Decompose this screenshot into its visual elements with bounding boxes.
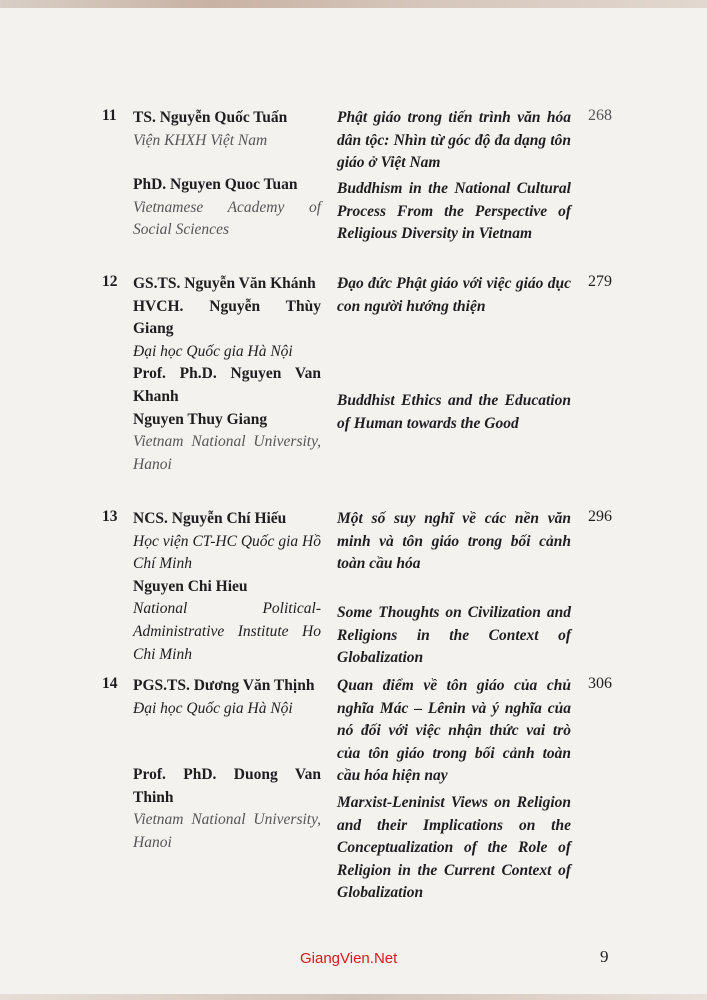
affiliation-vi: Học viện CT-HC Quốc gia Hồ Chí Minh <box>133 532 321 573</box>
page-reference: 268 <box>588 107 612 124</box>
page-reference: 306 <box>588 675 612 692</box>
author-vi: TS. Nguyễn Quốc Tuấn <box>133 109 288 126</box>
entry-number: 14 <box>102 675 118 692</box>
affiliation-vi: Viện KHXH Việt Nam <box>133 131 268 149</box>
title-vi: Phật giáo trong tiến trình văn hóa dân tộc: Nhìn từ góc độ đa dạng tôn giáo ở Việt Nam <box>337 109 571 172</box>
affiliation-vi: Đại học Quốc gia Hà Nội <box>133 699 293 717</box>
page-number: 9 <box>600 947 609 966</box>
entry-number: 13 <box>102 508 118 525</box>
watermark-site-link[interactable]: GiangVien.Net <box>300 950 398 967</box>
author-en: Prof. PhD. Duong Van Thinh <box>133 766 321 806</box>
entry-number: 11 <box>102 107 117 124</box>
author-vi: NCS. Nguyễn Chí Hiếu <box>133 510 287 527</box>
author-vi: GS.TS. Nguyễn Văn Khánh <box>133 275 316 292</box>
title-en: Buddhist Ethics and the Education of Human towards the Good <box>337 392 571 432</box>
title-vi: Đạo đức Phật giáo với việc giáo dục con người hướng thiện <box>337 275 571 315</box>
author-vi-2: HVCH. Nguyễn Thùy Giang <box>133 297 321 338</box>
author-en: Nguyen Chi Hieu <box>133 577 248 595</box>
entry-number: 12 <box>102 273 118 290</box>
title-en: Some Thoughts on Civilization and Religions in the Context of Globalization <box>337 604 571 667</box>
title-en: Buddhism in the National Cultural Process From the Perspective of Religious Diversity in Vietnam <box>337 180 571 243</box>
title-vi: Quan điểm về tôn giáo của chủ nghĩa Mác – Lênin và ý nghĩa của nó đối với việc nhận thức vai trò của tôn giáo trong bối cảnh toàn cầu hóa hiện nay <box>337 677 571 785</box>
bottom-edge-band <box>0 994 707 1000</box>
author-en: PhD. Nguyen Quoc Tuan <box>133 176 298 194</box>
page-reference: 296 <box>588 508 612 525</box>
title-vi: Một số suy nghĩ về các nền văn minh và tôn giáo trong bối cảnh toàn cầu hóa <box>337 510 571 573</box>
entry-authors <box>133 675 321 855</box>
author-en-2: Nguyen Thuy Giang <box>133 410 268 428</box>
affiliation-en: National Political-Administrative Institute Ho Chi Minh <box>133 600 321 663</box>
page-reference: 279 <box>588 273 612 290</box>
affiliation-en: Vietnamese Academy of Social Sciences <box>133 198 321 239</box>
entry-authors <box>133 107 321 242</box>
entry-authors <box>133 508 321 666</box>
author-en: Prof. Ph.D. Nguyen Van Khanh <box>133 365 321 405</box>
affiliation-en: Vietnam National University, Hanoi <box>133 433 321 473</box>
affiliation-en: Vietnam National University, Hanoi <box>133 811 321 851</box>
affiliation-vi: Đại học Quốc gia Hà Nội <box>133 342 293 360</box>
author-vi: PGS.TS. Dương Văn Thịnh <box>133 677 315 694</box>
entry-authors <box>133 273 321 476</box>
title-en: Marxist-Leninist Views on Religion and their Implications on the Conceptualization of the Role of Religion in the Current Context of Globalization <box>337 794 571 902</box>
